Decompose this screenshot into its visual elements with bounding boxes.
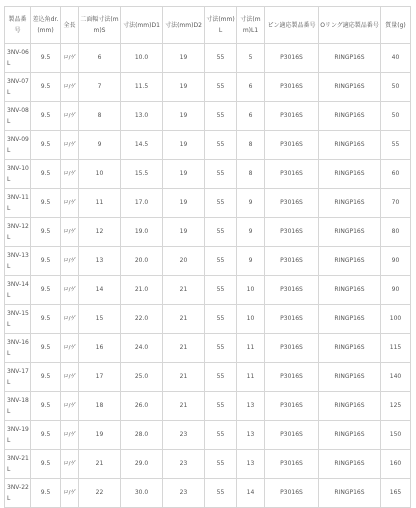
- cell-drive-size: 9.5: [31, 131, 61, 160]
- cell-d1: 14.5: [121, 131, 163, 160]
- cell-overall: ロ/ゲ: [61, 276, 79, 305]
- cell-oring-part: RINGP16S: [319, 73, 381, 102]
- cell-pin-part: P3016S: [265, 421, 319, 450]
- cell-pin-part: P3016S: [265, 363, 319, 392]
- cell-drive-size: 9.5: [31, 334, 61, 363]
- cell-oring-part: RINGP16S: [319, 363, 381, 392]
- cell-overall: ロ/ゲ: [61, 102, 79, 131]
- cell-oring-part: RINGP16S: [319, 450, 381, 479]
- cell-l1: 11: [237, 334, 265, 363]
- cell-pin-part: P3016S: [265, 160, 319, 189]
- cell-product-number: 3NV-12L: [5, 218, 31, 247]
- cell-overall: ロ/ゲ: [61, 392, 79, 421]
- cell-l1: 6: [237, 73, 265, 102]
- cell-overall: ロ/ゲ: [61, 73, 79, 102]
- cell-d1: 20.0: [121, 247, 163, 276]
- cell-mass: 125: [381, 392, 411, 421]
- header-overall: 全長: [61, 7, 79, 44]
- header-drive-size: 差込角dr.(mm): [31, 7, 61, 44]
- cell-d2: 19: [163, 73, 205, 102]
- cell-drive-size: 9.5: [31, 218, 61, 247]
- cell-overall: ロ/ゲ: [61, 363, 79, 392]
- cell-mass: 150: [381, 421, 411, 450]
- spec-table: [4, 6, 411, 508]
- cell-d1: 10.0: [121, 44, 163, 73]
- cell-mass: 140: [381, 363, 411, 392]
- table-row: [5, 189, 411, 218]
- cell-d2: 23: [163, 450, 205, 479]
- cell-drive-size: 9.5: [31, 305, 61, 334]
- cell-l1: 11: [237, 363, 265, 392]
- cell-oring-part: RINGP16S: [319, 44, 381, 73]
- cell-l1: 10: [237, 276, 265, 305]
- cell-d2: 21: [163, 392, 205, 421]
- cell-overall: ロ/ゲ: [61, 160, 79, 189]
- cell-d1: 15.5: [121, 160, 163, 189]
- cell-oring-part: RINGP16S: [319, 276, 381, 305]
- header-mass: 質量(g): [381, 7, 411, 44]
- cell-overall: ロ/ゲ: [61, 334, 79, 363]
- cell-pin-part: P3016S: [265, 450, 319, 479]
- cell-length: 55: [205, 479, 237, 508]
- cell-length: 55: [205, 131, 237, 160]
- table-row: [5, 218, 411, 247]
- cell-width-across-flats: 11: [79, 189, 121, 218]
- cell-mass: 160: [381, 450, 411, 479]
- cell-length: 55: [205, 189, 237, 218]
- cell-drive-size: 9.5: [31, 160, 61, 189]
- cell-length: 55: [205, 44, 237, 73]
- cell-d1: 24.0: [121, 334, 163, 363]
- cell-oring-part: RINGP16S: [319, 479, 381, 508]
- cell-mass: 90: [381, 276, 411, 305]
- cell-d2: 20: [163, 247, 205, 276]
- cell-length: 55: [205, 218, 237, 247]
- cell-width-across-flats: 21: [79, 450, 121, 479]
- cell-pin-part: P3016S: [265, 334, 319, 363]
- cell-l1: 13: [237, 392, 265, 421]
- cell-pin-part: P3016S: [265, 247, 319, 276]
- cell-l1: 6: [237, 102, 265, 131]
- cell-length: 55: [205, 421, 237, 450]
- table-row: [5, 276, 411, 305]
- header-l1: 寸法(mm)L1: [237, 7, 265, 44]
- table-row: [5, 102, 411, 131]
- cell-width-across-flats: 6: [79, 44, 121, 73]
- cell-width-across-flats: 19: [79, 421, 121, 450]
- cell-pin-part: P3016S: [265, 479, 319, 508]
- cell-drive-size: 9.5: [31, 450, 61, 479]
- cell-width-across-flats: 10: [79, 160, 121, 189]
- cell-mass: 55: [381, 131, 411, 160]
- table-row: [5, 160, 411, 189]
- header-length: 寸法(mm)L: [205, 7, 237, 44]
- cell-width-across-flats: 17: [79, 363, 121, 392]
- cell-pin-part: P3016S: [265, 73, 319, 102]
- cell-oring-part: RINGP16S: [319, 189, 381, 218]
- cell-d1: 30.0: [121, 479, 163, 508]
- cell-oring-part: RINGP16S: [319, 421, 381, 450]
- cell-overall: ロ/ゲ: [61, 305, 79, 334]
- table-row: [5, 247, 411, 276]
- cell-l1: 10: [237, 305, 265, 334]
- cell-oring-part: RINGP16S: [319, 160, 381, 189]
- cell-length: 55: [205, 160, 237, 189]
- cell-l1: 8: [237, 131, 265, 160]
- cell-width-across-flats: 18: [79, 392, 121, 421]
- cell-d2: 23: [163, 421, 205, 450]
- cell-d1: 11.5: [121, 73, 163, 102]
- cell-drive-size: 9.5: [31, 479, 61, 508]
- cell-mass: 115: [381, 334, 411, 363]
- cell-l1: 9: [237, 218, 265, 247]
- cell-width-across-flats: 9: [79, 131, 121, 160]
- cell-d2: 19: [163, 44, 205, 73]
- cell-d1: 13.0: [121, 102, 163, 131]
- cell-overall: ロ/ゲ: [61, 218, 79, 247]
- cell-l1: 13: [237, 421, 265, 450]
- cell-mass: 60: [381, 160, 411, 189]
- table-row: [5, 450, 411, 479]
- cell-product-number: 3NV-16L: [5, 334, 31, 363]
- cell-drive-size: 9.5: [31, 392, 61, 421]
- cell-width-across-flats: 15: [79, 305, 121, 334]
- cell-d2: 19: [163, 160, 205, 189]
- cell-product-number: 3NV-15L: [5, 305, 31, 334]
- cell-length: 55: [205, 73, 237, 102]
- cell-pin-part: P3016S: [265, 218, 319, 247]
- cell-d2: 23: [163, 479, 205, 508]
- header-pin-part: ピン適応製品番号: [265, 7, 319, 44]
- cell-pin-part: P3016S: [265, 102, 319, 131]
- cell-d1: 21.0: [121, 276, 163, 305]
- cell-oring-part: RINGP16S: [319, 334, 381, 363]
- cell-length: 55: [205, 392, 237, 421]
- header-product-number: 製品番号: [5, 7, 31, 44]
- cell-l1: 5: [237, 44, 265, 73]
- cell-product-number: 3NV-21L: [5, 450, 31, 479]
- table-row: [5, 363, 411, 392]
- cell-mass: 80: [381, 218, 411, 247]
- cell-l1: 13: [237, 450, 265, 479]
- cell-d2: 21: [163, 276, 205, 305]
- cell-pin-part: P3016S: [265, 276, 319, 305]
- cell-width-across-flats: 22: [79, 479, 121, 508]
- table-row: [5, 392, 411, 421]
- cell-product-number: 3NV-22L: [5, 479, 31, 508]
- cell-d1: 19.0: [121, 218, 163, 247]
- table-row: [5, 44, 411, 73]
- cell-pin-part: P3016S: [265, 305, 319, 334]
- cell-mass: 50: [381, 73, 411, 102]
- cell-oring-part: RINGP16S: [319, 305, 381, 334]
- cell-drive-size: 9.5: [31, 44, 61, 73]
- cell-oring-part: RINGP16S: [319, 392, 381, 421]
- cell-d1: 26.0: [121, 392, 163, 421]
- cell-d1: 17.0: [121, 189, 163, 218]
- table-row: [5, 73, 411, 102]
- cell-l1: 8: [237, 160, 265, 189]
- table-row: [5, 479, 411, 508]
- cell-pin-part: P3016S: [265, 392, 319, 421]
- header-d2: 寸法(mm)D2: [163, 7, 205, 44]
- cell-length: 55: [205, 276, 237, 305]
- cell-width-across-flats: 8: [79, 102, 121, 131]
- cell-width-across-flats: 14: [79, 276, 121, 305]
- cell-mass: 165: [381, 479, 411, 508]
- table-row: [5, 334, 411, 363]
- cell-product-number: 3NV-11L: [5, 189, 31, 218]
- cell-pin-part: P3016S: [265, 131, 319, 160]
- table-header-row: [5, 7, 411, 44]
- header-d1: 寸法(mm)D1: [121, 7, 163, 44]
- cell-product-number: 3NV-18L: [5, 392, 31, 421]
- cell-product-number: 3NV-09L: [5, 131, 31, 160]
- header-oring-part: Oリング適応製品番号: [319, 7, 381, 44]
- cell-width-across-flats: 7: [79, 73, 121, 102]
- cell-width-across-flats: 13: [79, 247, 121, 276]
- cell-d2: 21: [163, 305, 205, 334]
- cell-oring-part: RINGP16S: [319, 218, 381, 247]
- cell-width-across-flats: 12: [79, 218, 121, 247]
- cell-drive-size: 9.5: [31, 276, 61, 305]
- table-body: [5, 44, 411, 508]
- cell-width-across-flats: 16: [79, 334, 121, 363]
- cell-pin-part: P3016S: [265, 44, 319, 73]
- cell-pin-part: P3016S: [265, 189, 319, 218]
- cell-oring-part: RINGP16S: [319, 102, 381, 131]
- cell-d1: 22.0: [121, 305, 163, 334]
- table-row: [5, 421, 411, 450]
- cell-overall: ロ/ゲ: [61, 421, 79, 450]
- cell-l1: 9: [237, 189, 265, 218]
- cell-l1: 14: [237, 479, 265, 508]
- cell-product-number: 3NV-13L: [5, 247, 31, 276]
- cell-overall: ロ/ゲ: [61, 450, 79, 479]
- cell-length: 55: [205, 102, 237, 131]
- cell-drive-size: 9.5: [31, 247, 61, 276]
- cell-overall: ロ/ゲ: [61, 44, 79, 73]
- cell-d2: 21: [163, 334, 205, 363]
- cell-d2: 19: [163, 218, 205, 247]
- cell-length: 55: [205, 334, 237, 363]
- cell-d1: 28.0: [121, 421, 163, 450]
- cell-mass: 50: [381, 102, 411, 131]
- cell-mass: 40: [381, 44, 411, 73]
- cell-length: 55: [205, 247, 237, 276]
- cell-product-number: 3NV-14L: [5, 276, 31, 305]
- cell-product-number: 3NV-10L: [5, 160, 31, 189]
- cell-length: 55: [205, 450, 237, 479]
- header-width-across-flats: 二面幅寸法(mm)S: [79, 7, 121, 44]
- cell-overall: ロ/ゲ: [61, 189, 79, 218]
- cell-d1: 25.0: [121, 363, 163, 392]
- cell-drive-size: 9.5: [31, 421, 61, 450]
- cell-d2: 21: [163, 363, 205, 392]
- cell-oring-part: RINGP16S: [319, 131, 381, 160]
- cell-length: 55: [205, 363, 237, 392]
- cell-product-number: 3NV-06L: [5, 44, 31, 73]
- cell-mass: 90: [381, 247, 411, 276]
- cell-overall: ロ/ゲ: [61, 131, 79, 160]
- cell-overall: ロ/ゲ: [61, 479, 79, 508]
- cell-drive-size: 9.5: [31, 102, 61, 131]
- cell-oring-part: RINGP16S: [319, 247, 381, 276]
- cell-d2: 19: [163, 131, 205, 160]
- cell-product-number: 3NV-19L: [5, 421, 31, 450]
- cell-drive-size: 9.5: [31, 189, 61, 218]
- cell-overall: ロ/ゲ: [61, 247, 79, 276]
- cell-product-number: 3NV-17L: [5, 363, 31, 392]
- cell-drive-size: 9.5: [31, 73, 61, 102]
- table-row: [5, 305, 411, 334]
- cell-mass: 100: [381, 305, 411, 334]
- table-row: [5, 131, 411, 160]
- cell-d2: 19: [163, 102, 205, 131]
- cell-d1: 29.0: [121, 450, 163, 479]
- cell-product-number: 3NV-08L: [5, 102, 31, 131]
- cell-drive-size: 9.5: [31, 363, 61, 392]
- cell-l1: 9: [237, 247, 265, 276]
- cell-length: 55: [205, 305, 237, 334]
- cell-mass: 70: [381, 189, 411, 218]
- cell-d2: 19: [163, 189, 205, 218]
- cell-product-number: 3NV-07L: [5, 73, 31, 102]
